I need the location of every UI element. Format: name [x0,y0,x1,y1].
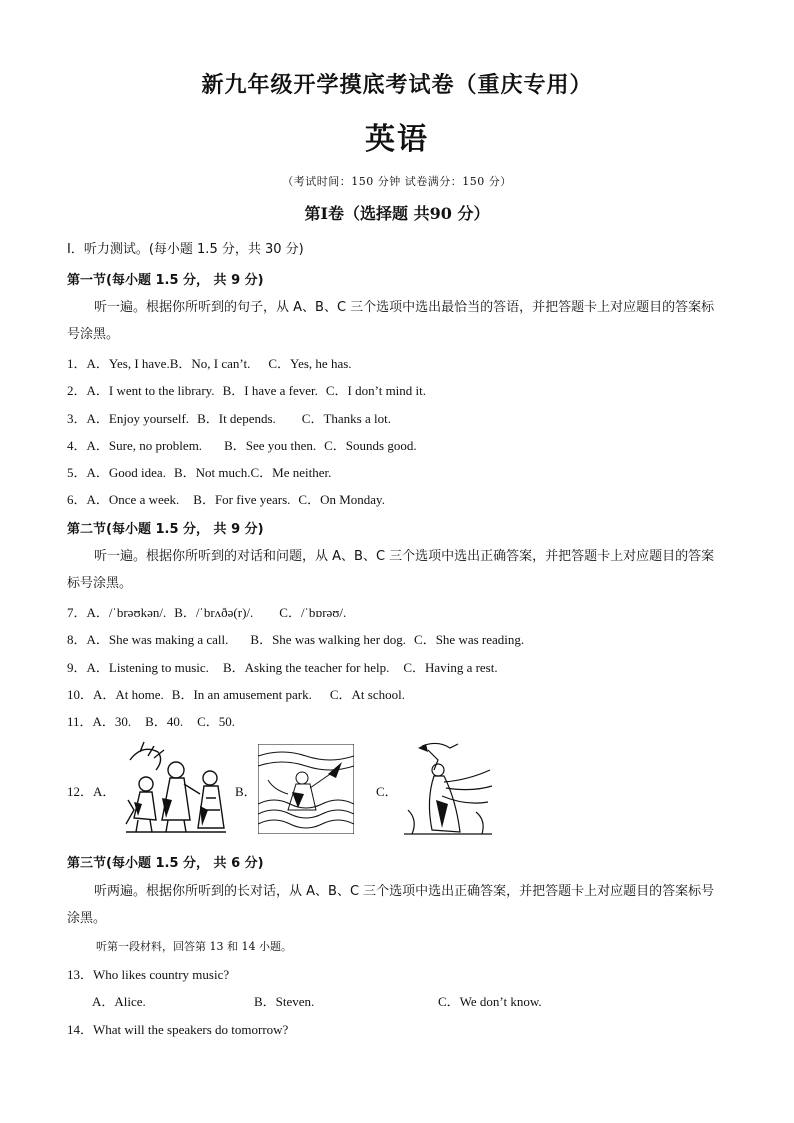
question-number: 2． [67,383,87,398]
option-b: B．Steven. [254,994,315,1009]
option-c: C．We don’t know. [438,994,542,1009]
option-b: B．Not much. [173,465,251,480]
option-c: C． [376,784,398,799]
picture-b [258,744,354,834]
option-a: A．Enjoy yourself. [86,411,190,426]
subject-title: 英语 [365,122,429,157]
option-a: A．Once a week. [86,492,180,507]
question-11 [67,711,235,730]
question-number: 5． [67,465,87,480]
option-c: C．50. [197,714,236,729]
question-number: 8． [67,632,87,647]
question-12-label-c [376,781,398,800]
part3-heading: 第三节(每小题 1.5 分， 共 6 分) [67,856,264,871]
question-6 [67,489,385,508]
option-c: C．Having a rest. [403,660,498,675]
exam-title: 新九年级开学摸底考试卷（重庆专用） [201,72,593,98]
option-a: A．Alice. [92,994,146,1009]
volume-heading: 第Ⅰ卷（选择题 共90 分） [304,204,490,223]
question-13-stem: 13．Who likes country music? [67,967,230,982]
question-number: 12． [67,784,94,799]
part1-instruction: 听一遍。根据你所听到的句子，从 A、B、C 三个选项中选出最恰当的答语，并把答题卡上对应题目的答案标号涂黑。 [67,300,715,342]
option-a: A．At home. [93,687,164,702]
exam-note: （考试时间：150 分钟 试卷满分：150 分） [282,175,512,188]
option-b: B．40. [145,714,184,729]
option-c: C．On Monday. [298,492,385,507]
part2-heading: 第二节(每小题 1.5 分， 共 9 分) [67,522,264,537]
option-a: A．Listening to music. [86,660,209,675]
option-c: C．I don’t mind it. [325,383,427,398]
question-9 [67,657,498,676]
part3-instruction: 听两遍。根据你所听到的长对话，从 A、B、C 三个选项中选出正确答案，并把答题卡上对应题目的答案标号涂黑。 [67,884,715,926]
picture-a [120,740,232,836]
question-12-label-a [67,781,115,800]
option-b: B．/ˈbrʌðə(r)/. [174,605,254,620]
option-b: B．For five years. [193,492,291,507]
option-c: C．Me neither. [250,465,332,480]
question-2 [67,380,426,399]
option-a: A．30. [92,714,132,729]
part2-instruction: 听一遍。根据你所听到的对话和问题，从 A、B、C 三个选项中选出正确答案，并把答题卡上对应题目的答案标号涂黑。 [67,549,715,591]
question-3 [67,408,391,427]
question-13-options [92,991,542,1010]
option-a: A．Sure, no problem. [86,438,203,453]
part1-heading: 第一节(每小题 1.5 分， 共 9 分) [67,273,264,288]
option-b: B．No, I can’t. [169,356,251,371]
option-b: B．See you then. [224,438,317,453]
question-number: 6． [67,492,87,507]
option-b: B．I have a fever. [222,383,318,398]
question-4 [67,435,417,454]
question-5 [67,462,331,481]
question-10 [67,684,405,703]
option-a: A．Good idea. [86,465,166,480]
picture-c [398,740,496,838]
question-number: 4． [67,438,87,453]
option-c: C．She was reading. [414,632,525,647]
option-c: C．Yes, he has. [268,356,352,371]
material-note: 听第一段材料，回答第 13 和 14 小题。 [96,940,292,953]
option-c: C．Sounds good. [324,438,417,453]
option-c: C．Thanks a lot. [301,411,391,426]
question-number: 7． [67,605,87,620]
section-heading: Ⅰ．听力测试。(每小题 1.5 分，共 30 分) [67,242,304,257]
question-number: 1． [67,356,87,371]
question-number: 10． [67,687,94,702]
question-number: 11． [67,714,93,729]
option-c: C．At school. [329,687,405,702]
option-a: A．She was making a call. [86,632,229,647]
question-7 [67,602,346,621]
option-a: A．Yes, I have. [86,356,170,371]
question-14-stem: 14．What will the speakers do tomorrow? [67,1022,289,1037]
option-a: A．/ˈbrəʊkən/. [86,605,167,620]
option-b: B．She was walking her dog. [250,632,407,647]
option-b: B．In an amusement park. [171,687,312,702]
question-number: 3． [67,411,87,426]
option-a: A． [93,784,116,799]
question-1 [67,353,352,372]
question-12-label-b [235,781,257,800]
option-b: B．Asking the teacher for help. [222,660,390,675]
option-b: B．It depends. [197,411,276,426]
option-c: C．/ˈbɒrəʊ/. [279,605,347,620]
question-number: 9． [67,660,87,675]
question-8 [67,629,524,648]
option-a: A．I went to the library. [86,383,215,398]
option-b: B． [235,784,257,799]
